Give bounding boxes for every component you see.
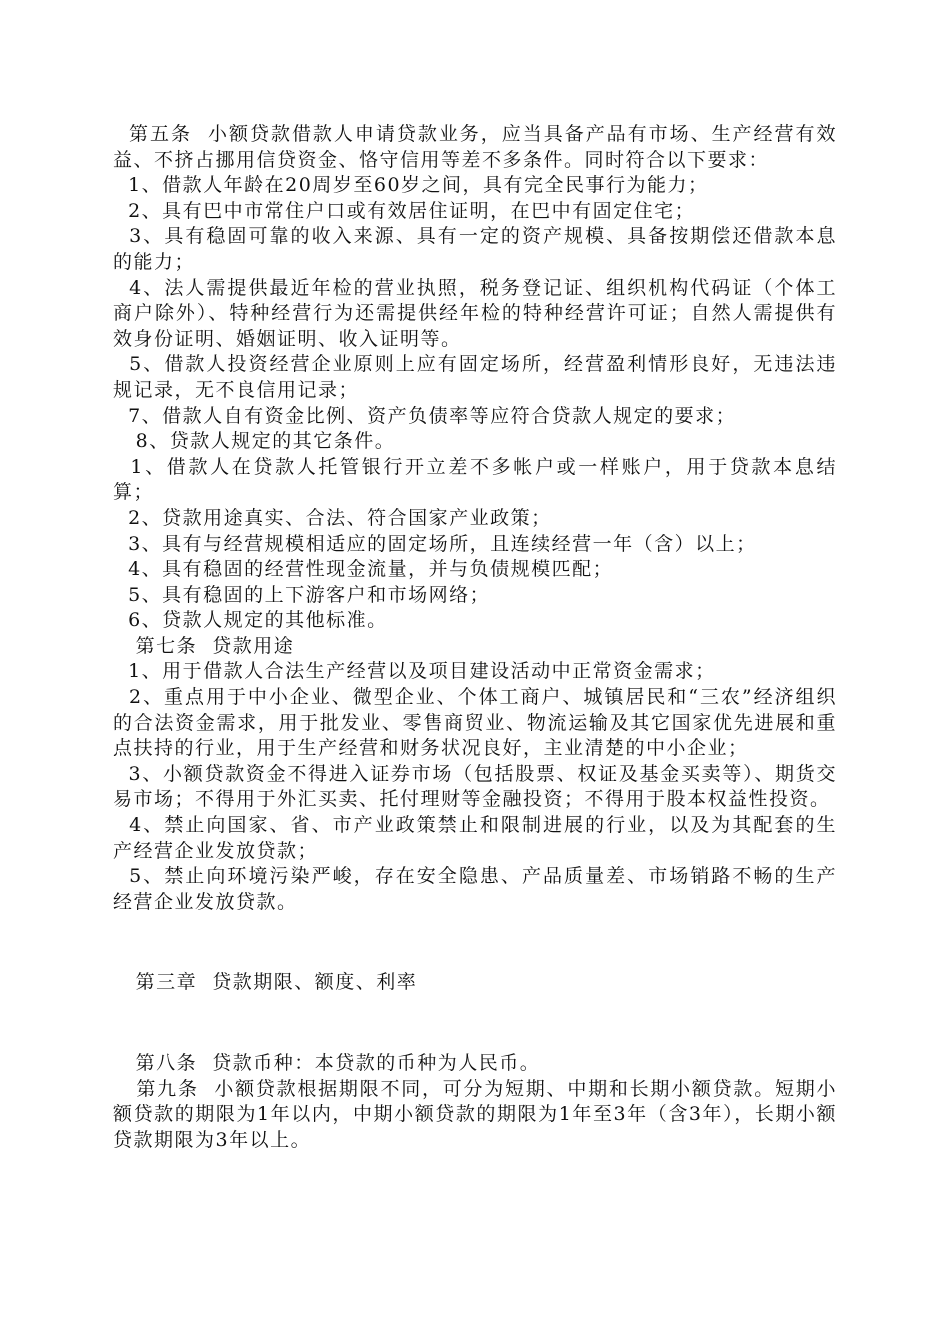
loan-terms-section <box>113 1051 837 1153</box>
paragraph: 6、贷款人规定的其他标准。 <box>113 609 388 632</box>
paragraph: 4、禁止向国家、省、市产业政策禁止和限制进展的行业，以及为其配套的生产经营企业发放贷款； <box>113 814 837 862</box>
paragraph: 1、借款人在贷款人托管银行开立差不多帐户或一样账户，用于贷款本息结算； <box>113 455 837 504</box>
loan-conditions-section <box>113 122 837 915</box>
paragraph: 8、贷款人规定的其它条件。 <box>113 430 396 453</box>
paragraph: 2、重点用于中小企业、微型企业、个体工商户、城镇居民和“三农”经济组织的合法资金需求，用于批发业、零售商贸业、物流运输及其它国家优先进展和重点扶持的行业，用于生产经营和财务状况良好，主业清楚的中小企业； <box>113 686 837 760</box>
paragraph: 1、借款人年龄在20周岁至60岁之间，具有完全民事行为能力； <box>113 174 709 197</box>
spacer <box>113 915 837 970</box>
document-body <box>113 122 837 1153</box>
paragraph: 2、贷款用途真实、合法、符合国家产业政策； <box>113 506 552 529</box>
paragraph: 5、禁止向环境污染严峻，存在安全隐患、产品质量差、市场销路不畅的生产经营企业发放贷款。 <box>113 865 837 913</box>
paragraph: 3、具有稳固可靠的收入来源、具有一定的资产规模、具备按期偿还借款本息的能力； <box>113 225 837 273</box>
paragraph: 5、具有稳固的上下游客户和市场网络； <box>113 583 491 606</box>
paragraph: 7、借款人自有资金比例、资产负债率等应符合贷款人规定的要求； <box>113 404 737 427</box>
paragraph: 第九条 小额贷款根据期限不同，可分为短期、中期和长期小额贷款。短期小额贷款的期限为1年以内，中期小额贷款的期限为1年至3年（含3年），长期小额贷款期限为3年以上。 <box>113 1077 837 1151</box>
paragraph: 2、具有巴中市常住户口或有效居住证明，在巴中有固定住宅； <box>113 199 696 222</box>
paragraph: 第七条 贷款用途 <box>113 634 295 657</box>
paragraph: 4、法人需提供最近年检的营业执照，税务登记证、组织机构代码证（个体工商户除外）、特种经营行为还需提供经年检的特种经营许可证；自然人需提供有效身份证明、婚姻证明、收入证明等。 <box>113 276 837 350</box>
paragraph: 3、具有与经营规模相适应的固定场所，且连续经营一年（含）以上； <box>113 532 757 555</box>
paragraph: 4、具有稳固的经营性现金流量，并与负债规模匹配； <box>113 558 614 581</box>
paragraph: 5、借款人投资经营企业原则上应有固定场所，经营盈利情形良好，无违法违规记录，无不良信用记录； <box>113 353 837 401</box>
paragraph: 第八条 贷款币种：本贷款的币种为人民币。 <box>113 1052 541 1074</box>
chapter-heading: 第三章 贷款期限、额度、利率 <box>113 971 418 994</box>
spacer <box>113 996 837 1051</box>
paragraph: 1、用于借款人合法生产经营以及项目建设活动中正常资金需求； <box>113 660 716 683</box>
paragraph: 第五条 小额贷款借款人申请贷款业务，应当具备产品有市场、生产经营有效益、不挤占挪用信贷资金、恪守信用等差不多条件。同时符合以下要求： <box>113 123 837 171</box>
paragraph: 3、小额贷款资金不得进入证券市场（包括股票、权证及基金买卖等）、期货交易市场；不得用于外汇买卖、托付理财等金融投资；不得用于股本权益性投资。 <box>113 762 837 811</box>
